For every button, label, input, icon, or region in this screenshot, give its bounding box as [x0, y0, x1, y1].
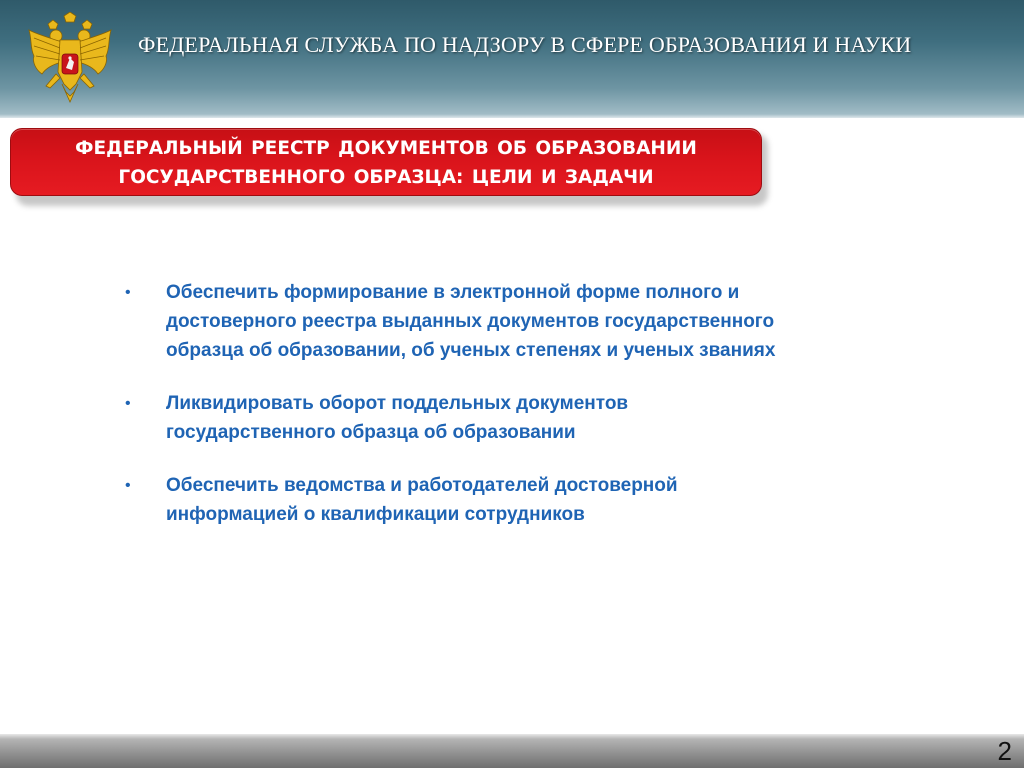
- russian-coat-of-arms-icon: [26, 12, 114, 104]
- bullet-icon: •: [125, 395, 131, 412]
- bullet-list: [125, 278, 915, 553]
- agency-title: ФЕДЕРАЛЬНАЯ СЛУЖБА ПО НАДЗОРУ В СФЕРЕ ОБРАЗОВАНИЯ И НАУКИ: [138, 32, 912, 57]
- page-number: 2: [997, 736, 1012, 766]
- footer-bar: [0, 734, 1024, 768]
- slide-title-line: ГОСУДАРСТВЕННОГО ОБРАЗЦА: ЦЕЛИ И ЗАДАЧИ: [118, 167, 654, 188]
- header-band: [0, 0, 1024, 118]
- list-item-line: информацией о квалификации сотрудников: [166, 504, 585, 525]
- title-banner: [10, 128, 762, 196]
- list-item-line: Обеспечить ведомства и работодателей достоверной: [166, 475, 678, 496]
- slide-title: [11, 134, 761, 192]
- list-item-line: Ликвидировать оборот поддельных документов: [166, 393, 629, 414]
- list-item: [125, 471, 915, 529]
- list-item-line: достоверного реестра выданных документов государственного: [166, 311, 775, 332]
- bullet-icon: •: [125, 284, 131, 301]
- list-item-text: [166, 389, 915, 447]
- list-item-text: [166, 278, 915, 365]
- list-item-text: [166, 471, 915, 529]
- list-item-line: Обеспечить формирование в электронной форме полного и: [166, 282, 740, 303]
- list-item-line: государственного образца об образовании: [166, 422, 576, 443]
- list-item-line: образца об образовании, об ученых степенях и ученых званиях: [166, 340, 776, 361]
- list-item: [125, 389, 915, 447]
- slide-title-line: ФЕДЕРАЛЬНЫЙ РЕЕСТР ДОКУМЕНТОВ ОБ ОБРАЗОВАНИИ: [75, 138, 697, 159]
- bullet-icon: •: [125, 477, 131, 494]
- list-item: [125, 278, 915, 365]
